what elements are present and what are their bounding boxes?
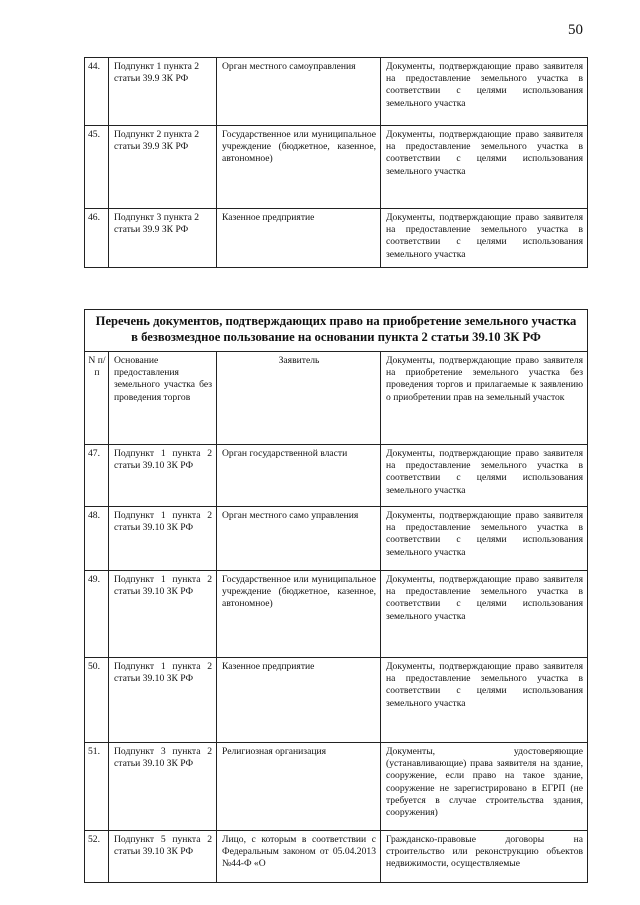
row-basis: Подпункт 3 пункта 2 статьи 39.10 ЗК РФ — [109, 743, 217, 831]
row-number: 44. — [85, 58, 109, 126]
row-applicant: Орган государственной власти — [217, 445, 381, 507]
section-heading-row — [85, 310, 588, 352]
row-applicant: Лицо, с которым в соответствии с Федеральным законом от 05.04.2013 №44-Ф «О — [217, 831, 381, 883]
row-documents: Документы, подтверждающие право заявителя на предоставление земельного участка в соответствии с целями использования земельного участка — [381, 58, 588, 126]
table-row — [85, 445, 588, 507]
column-header-basis: Основание предоставления земельного участка без проведения торгов — [109, 352, 217, 445]
table-row — [85, 743, 588, 831]
table-row — [85, 571, 588, 658]
table-row — [85, 658, 588, 743]
row-number: 51. — [85, 743, 109, 831]
table-row — [85, 831, 588, 883]
row-basis: Подпункт 1 пункта 2 статьи 39.10 ЗК РФ — [109, 445, 217, 507]
column-header-applicant: Заявитель — [217, 352, 381, 445]
row-number: 47. — [85, 445, 109, 507]
table-row — [85, 126, 588, 209]
row-documents: Документы, подтверждающие право заявителя на предоставление земельного участка в соответствии с целями использования земельного участка — [381, 507, 588, 571]
row-documents: Документы, подтверждающие право заявителя на предоставление земельного участка в соответствии с целями использования земельного участка — [381, 658, 588, 743]
row-documents: Документы, подтверждающие право заявителя на предоставление земельного участка в соответствии с целями использования земельного участка — [381, 445, 588, 507]
row-number: 49. — [85, 571, 109, 658]
table-row — [85, 58, 588, 126]
row-documents: Гражданско-правовые договоры на строительство или реконструкцию объектов недвижимости, осуществляемые — [381, 831, 588, 883]
row-applicant: Орган местного само управления — [217, 507, 381, 571]
row-documents: Документы, подтверждающие право заявителя на предоставление земельного участка в соответствии с целями использования земельного участка — [381, 126, 588, 209]
column-header-number: N п/п — [85, 352, 109, 445]
row-number: 46. — [85, 209, 109, 268]
section-heading: Перечень документов, подтверждающих право на приобретение земельного участка в безвозмездное пользование на основании пункта 2 статьи 39.10 ЗК РФ — [85, 310, 588, 352]
row-basis: Подпункт 3 пункта 2 статьи 39.9 ЗК РФ — [109, 209, 217, 268]
row-number: 50. — [85, 658, 109, 743]
row-basis: Подпункт 1 пункта 2 статьи 39.10 ЗК РФ — [109, 507, 217, 571]
documents-table-part-2 — [84, 309, 588, 883]
row-applicant: Казенное предприятие — [217, 658, 381, 743]
row-number: 45. — [85, 126, 109, 209]
row-applicant: Казенное предприятие — [217, 209, 381, 268]
row-basis: Подпункт 1 пункта 2 статьи 39.10 ЗК РФ — [109, 571, 217, 658]
table-header-row — [85, 352, 588, 445]
row-basis: Подпункт 5 пункта 2 статьи 39.10 ЗК РФ — [109, 831, 217, 883]
row-applicant: Государственное или муниципальное учреждение (бюджетное, казенное, автономное) — [217, 126, 381, 209]
table-row — [85, 209, 588, 268]
column-header-documents: Документы, подтверждающие право заявителя на приобретение земельного участка без проведения торгов и прилагаемые к заявлению о приобретении прав на земельный участок — [381, 352, 588, 445]
row-documents: Документы, удостоверяющие (устанавливающие) права заявителя на здание, сооружение, если право на такое здание, сооружение не зарегистрировано в ЕГРП (не требуется в случае строительства здания, сооружения) — [381, 743, 588, 831]
table-row — [85, 507, 588, 571]
row-applicant: Государственное или муниципальное учреждение (бюджетное, казенное, автономное) — [217, 571, 381, 658]
row-number: 52. — [85, 831, 109, 883]
row-basis: Подпункт 1 пункта 2 статьи 39.10 ЗК РФ — [109, 658, 217, 743]
row-basis: Подпункт 1 пункта 2 статьи 39.9 ЗК РФ — [109, 58, 217, 126]
row-basis: Подпункт 2 пункта 2 статьи 39.9 ЗК РФ — [109, 126, 217, 209]
row-documents: Документы, подтверждающие право заявителя на предоставление земельного участка в соответствии с целями использования земельного участка — [381, 209, 588, 268]
page-number: 50 — [568, 22, 583, 38]
row-documents: Документы, подтверждающие право заявителя на предоставление земельного участка в соответствии с целями использования земельного участка — [381, 571, 588, 658]
row-number: 48. — [85, 507, 109, 571]
row-applicant: Орган местного самоуправления — [217, 58, 381, 126]
documents-table-part-1 — [84, 57, 588, 268]
row-applicant: Религиозная организация — [217, 743, 381, 831]
